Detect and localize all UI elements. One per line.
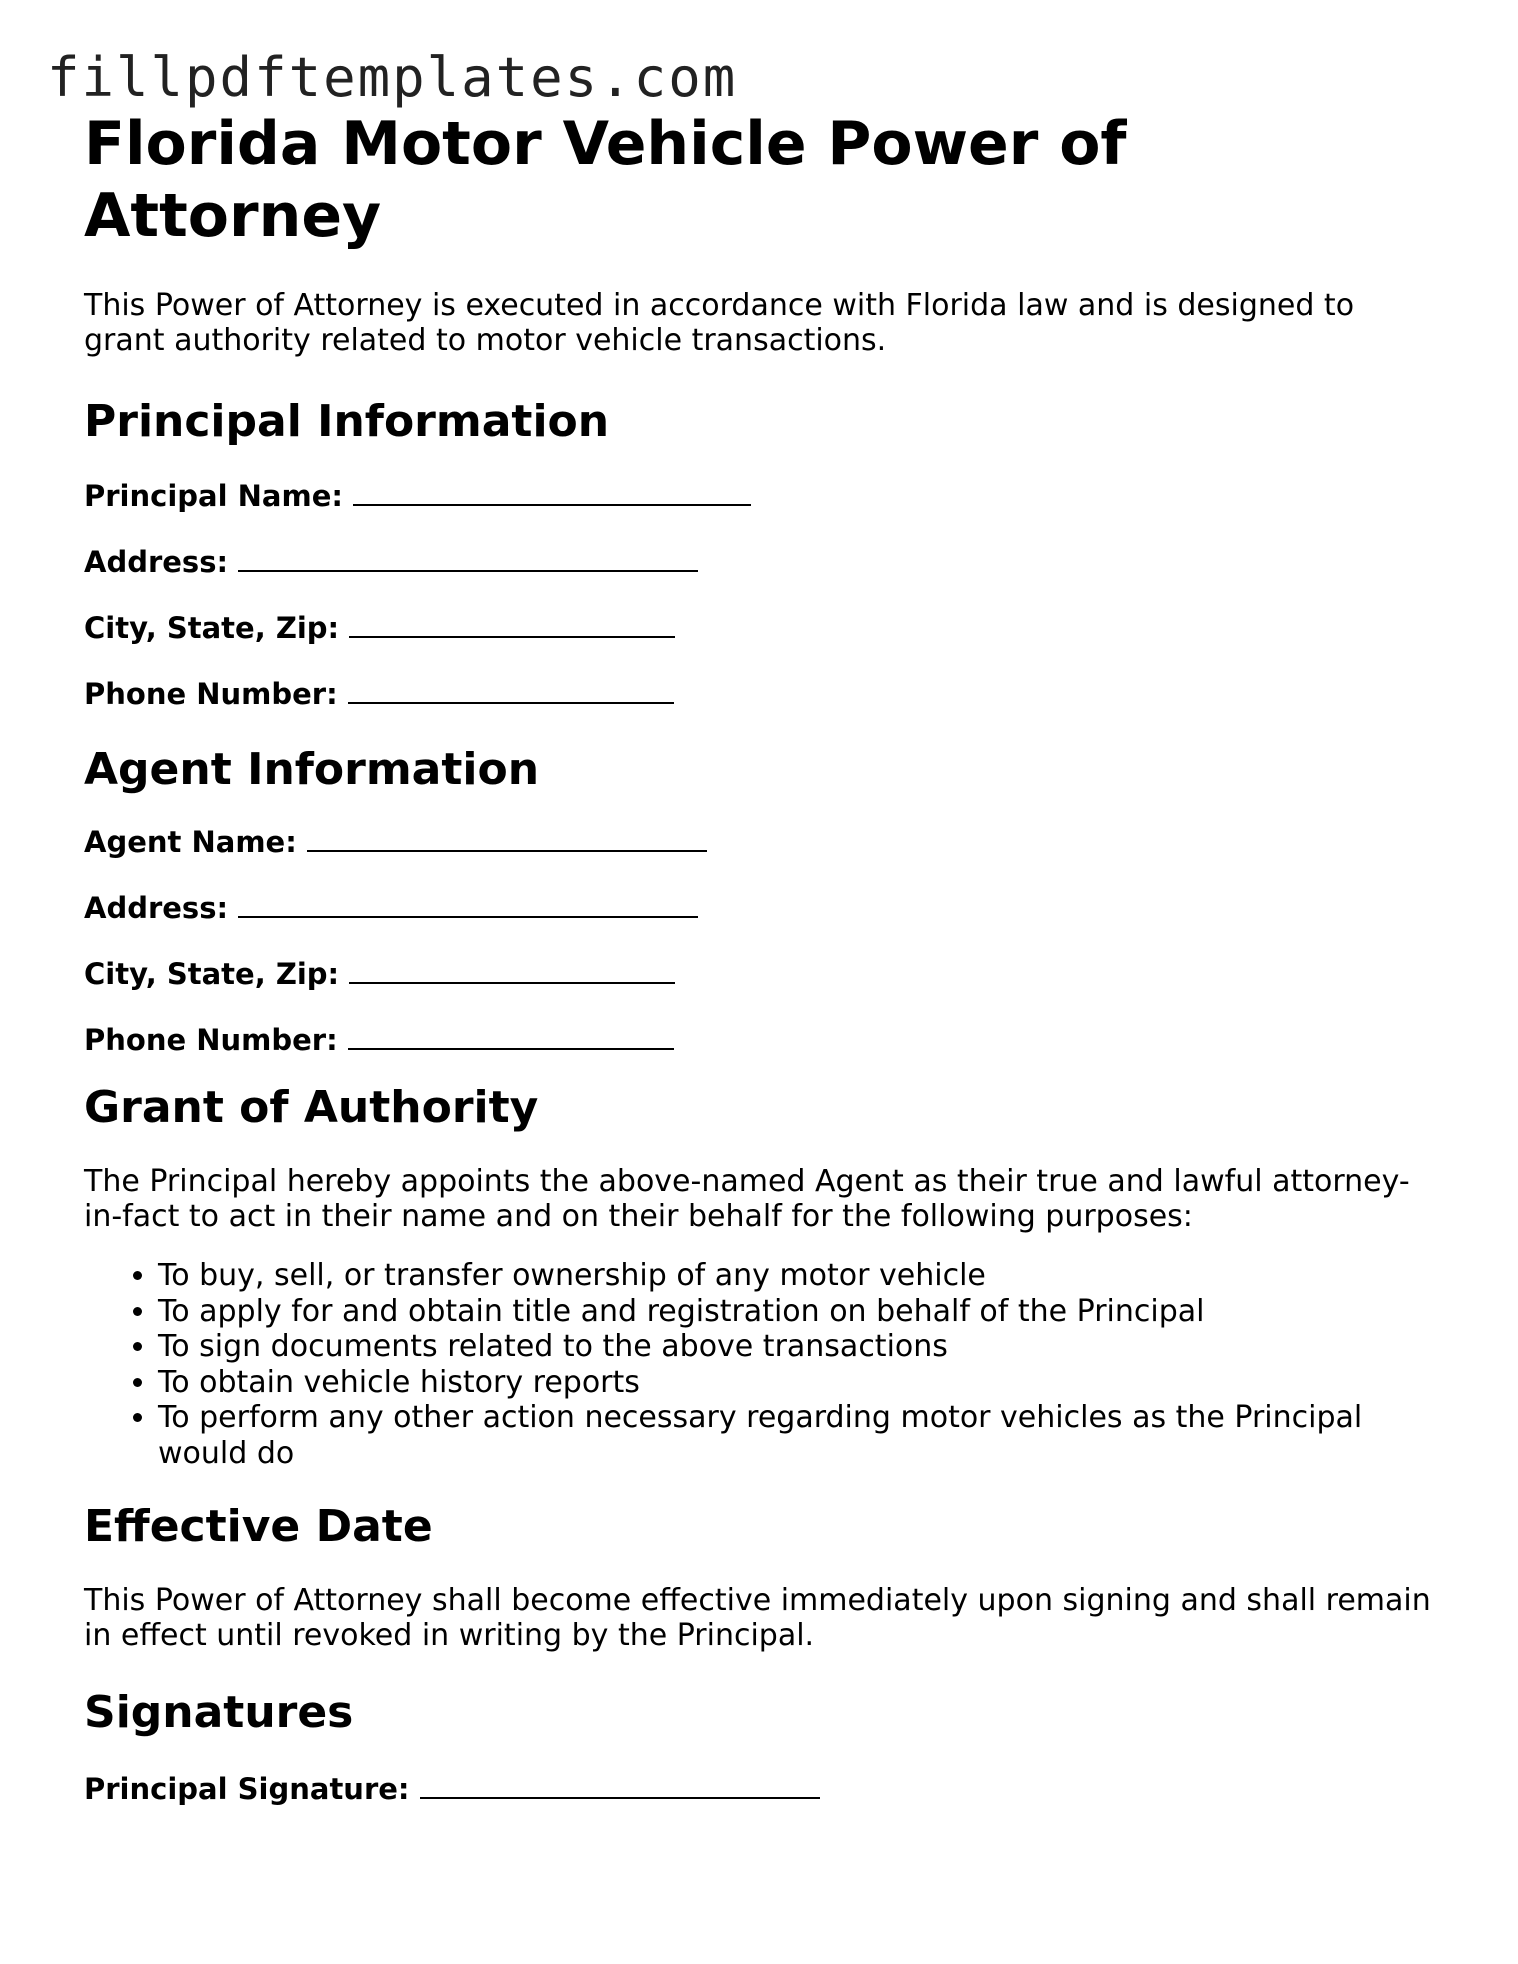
principal-name-label: Principal Name: (84, 479, 343, 513)
principal-city-field (84, 610, 1444, 646)
principal-signature-label: Principal Signature: (84, 1772, 410, 1806)
agent-address-blank[interactable] (238, 890, 698, 918)
list-item: • To obtain vehicle history reports (158, 1365, 1444, 1401)
principal-address-blank[interactable] (238, 544, 698, 572)
agent-city-blank[interactable] (349, 956, 675, 984)
agent-address-label: Address: (84, 891, 229, 925)
agent-city-field (84, 956, 1444, 992)
effective-paragraph: This Power of Attorney shall become effective immediately upon signing and shall remain in effect until revoked in writing by the Principal. (84, 1583, 1431, 1653)
effective-section-heading: Effective Date (84, 1501, 433, 1552)
agent-name-blank[interactable] (307, 824, 707, 852)
principal-name-blank[interactable] (353, 478, 751, 506)
principal-address-label: Address: (84, 545, 229, 579)
intro-paragraph: This Power of Attorney is executed in accordance with Florida law and is designed to grant authority related to motor vehicle transactions. (84, 288, 1355, 358)
list-item: • To perform any other action necessary regarding motor vehicles as the Principal would do (158, 1400, 1444, 1471)
grant-purposes-list (84, 1258, 1444, 1471)
agent-phone-label: Phone Number: (84, 1023, 338, 1057)
grant-section-heading: Grant of Authority (84, 1082, 539, 1133)
principal-signature-field (84, 1771, 1444, 1807)
agent-city-label: City, State, Zip: (84, 957, 340, 991)
principal-signature-blank[interactable] (420, 1771, 820, 1799)
document-title: Florida Motor Vehicle Power of Attorney (84, 109, 1127, 251)
principal-address-field (84, 544, 1444, 580)
principal-section-heading: Principal Information (84, 396, 610, 447)
agent-name-label: Agent Name: (84, 825, 297, 859)
signatures-section-heading: Signatures (84, 1687, 354, 1738)
list-item: • To buy, sell, or transfer ownership of any motor vehicle (158, 1258, 1444, 1294)
agent-phone-blank[interactable] (348, 1022, 674, 1050)
agent-phone-field (84, 1022, 1444, 1058)
agent-name-field (84, 824, 1444, 860)
principal-phone-blank[interactable] (348, 676, 674, 704)
principal-city-label: City, State, Zip: (84, 611, 340, 645)
document-body (84, 108, 1444, 1807)
grant-paragraph: The Principal hereby appoints the above-named Agent as their true and lawful attorney-in-fact to act in their name and on their behalf for the following purposes: (84, 1164, 1410, 1234)
list-item: • To sign documents related to the above transactions (158, 1329, 1444, 1365)
principal-phone-field (84, 676, 1444, 712)
agent-section-heading: Agent Information (84, 744, 540, 795)
principal-city-blank[interactable] (349, 610, 675, 638)
principal-phone-label: Phone Number: (84, 677, 338, 711)
principal-name-field (84, 478, 1444, 514)
list-item: • To apply for and obtain title and registration on behalf of the Principal (158, 1294, 1444, 1330)
agent-address-field (84, 890, 1444, 926)
site-watermark: fillpdftemplates.com (47, 46, 738, 109)
